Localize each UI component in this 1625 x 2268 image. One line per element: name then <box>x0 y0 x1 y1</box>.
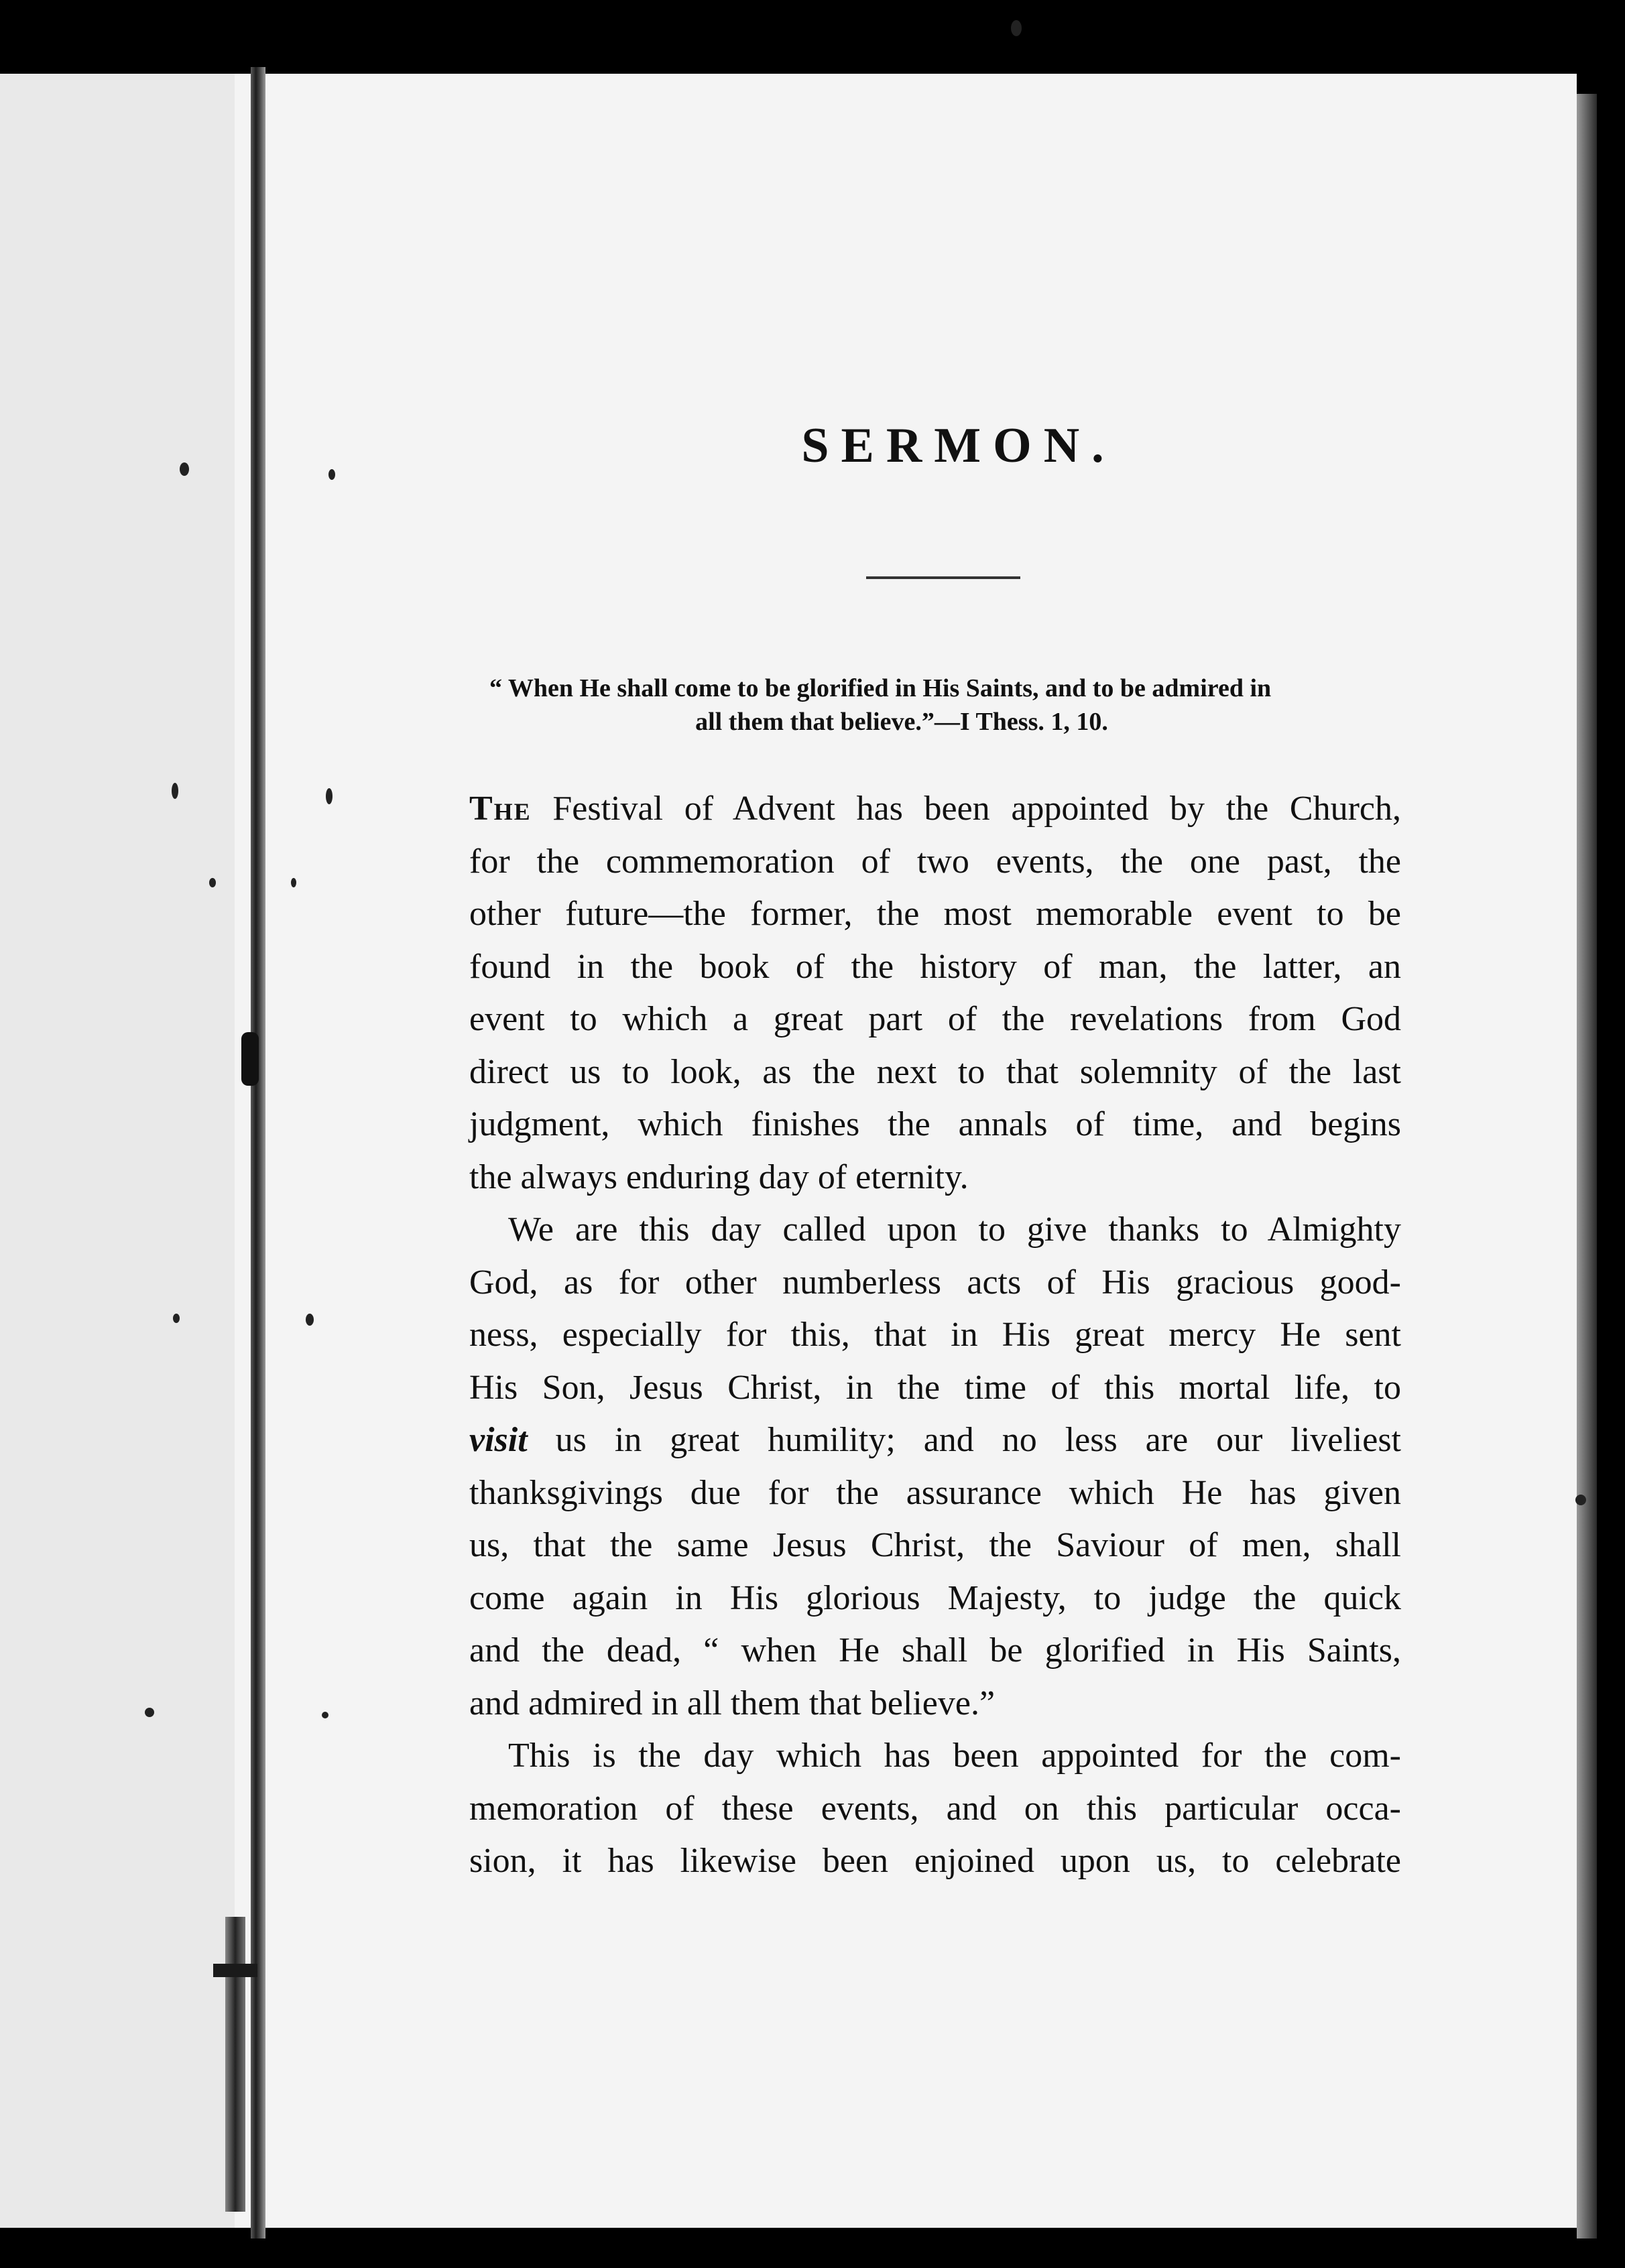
stitch-mark <box>1575 1495 1586 1505</box>
left-leaf <box>0 74 235 2228</box>
binding-clip-lower <box>213 1964 257 1977</box>
text-line: We are this day called upon to give thanks to Almighty <box>508 1210 1401 1249</box>
text-line: memoration of these events, and on this particular occa- <box>469 1789 1401 1828</box>
text-line: the always enduring day of eternity. <box>469 1157 969 1196</box>
text-line: come again in His glorious Majesty, to judge the quick <box>469 1578 1401 1617</box>
epigraph-line: “ When He shall come to be glorified in His Saints, and to be admired in <box>489 674 1272 702</box>
text-line: His Son, Jesus Christ, in the time of this mortal life, to <box>469 1368 1401 1407</box>
binding-clip <box>241 1032 259 1086</box>
epigraph-line: all them that believe.”—I Thess. 1, 10. <box>695 708 1108 736</box>
stitch-mark <box>328 469 335 480</box>
text-line: event to which a great part of the revelations from God <box>469 1000 1401 1038</box>
text-line: and the dead, “ when He shall be glorified in His Saints, <box>469 1631 1401 1670</box>
stitch-mark <box>209 878 216 887</box>
text-line: us, that the same Jesus Christ, the Saviour of men, shall <box>469 1526 1401 1564</box>
page-right-edge <box>1577 94 1597 2239</box>
text-line: judgment, which finishes the annals of time, and begins <box>469 1105 1401 1143</box>
text-line: direct us to look, as the next to that solemnity of the last <box>469 1052 1401 1091</box>
body-text <box>469 783 1401 1888</box>
text-line: ness, especially for this, that in His great mercy He sent <box>469 1316 1401 1354</box>
title-rule <box>866 576 1020 579</box>
stitch-mark <box>145 1708 154 1717</box>
text-line: This is the day which has been appointed for the com- <box>508 1737 1401 1775</box>
text-line: other future—the former, the most memorable event to be <box>469 895 1401 933</box>
line-text: us in great humility; and no less are our liveliest <box>527 1421 1401 1459</box>
text-line: God, as for other numberless acts of His gracious good- <box>469 1263 1401 1302</box>
stitch-mark <box>173 1314 180 1323</box>
stitch-mark <box>326 788 333 804</box>
binding-gutter-lower <box>225 1917 245 2212</box>
page-title: SERMON. <box>801 418 1116 473</box>
stitch-mark <box>180 462 189 476</box>
stitch-mark <box>291 878 296 887</box>
stitch-mark <box>322 1712 328 1718</box>
text-line: sion, it has likewise been enjoined upon us, to celebrate <box>469 1842 1401 1880</box>
text-line <box>469 1414 1401 1467</box>
text-line: found in the book of the history of man, the latter, an <box>469 947 1401 986</box>
binding-gutter <box>251 67 265 2239</box>
stitch-mark <box>306 1314 314 1326</box>
scan-speck <box>1011 20 1022 36</box>
stitch-mark <box>172 783 178 799</box>
text-line <box>469 783 1401 836</box>
text-line: thanksgivings due for the assurance which He has given <box>469 1473 1401 1512</box>
drop-word: The <box>469 790 532 828</box>
text-line: and admired in all them that believe.” <box>469 1684 996 1722</box>
line-text: Festival of Advent has been appointed by the Church, <box>531 790 1401 828</box>
emphasis-word: visit <box>469 1421 528 1459</box>
epigraph <box>489 672 1415 739</box>
text-line: for the commemoration of two events, the one past, the <box>469 842 1401 881</box>
